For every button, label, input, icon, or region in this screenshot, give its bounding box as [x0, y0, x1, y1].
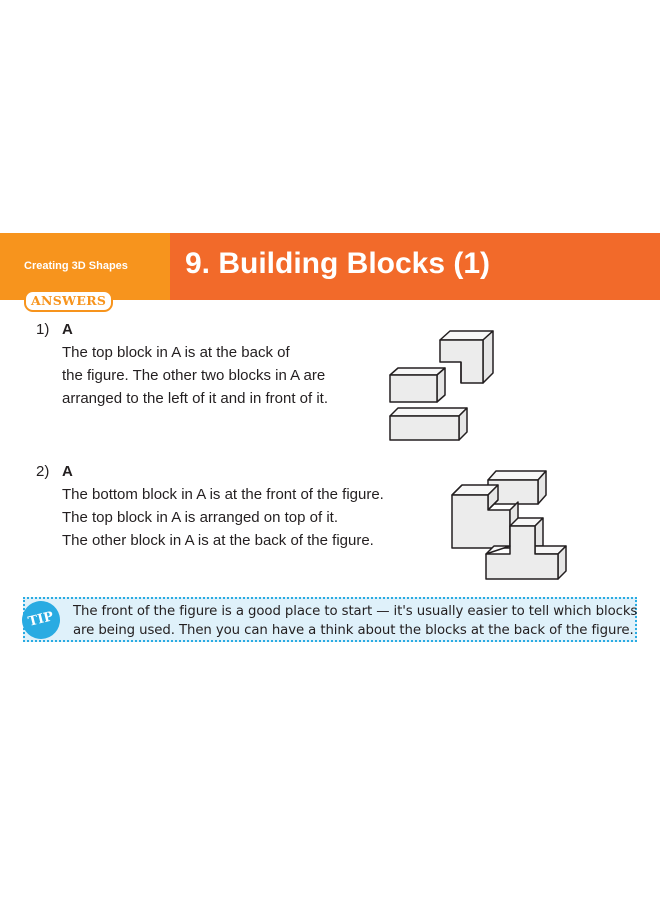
answer-2-block-figure [448, 468, 570, 582]
explanation-line: arranged to the left of it and in front of it. [62, 390, 328, 407]
page-title: 9. Building Blocks (1) [185, 247, 491, 280]
question-answer: A [62, 463, 73, 480]
explanation-line: the figure. The other two blocks in A are [62, 367, 326, 384]
l-shaped-block [440, 331, 493, 383]
answers-badge: ANSWERS [24, 290, 113, 312]
small-block [390, 368, 445, 402]
explanation-line: The top block in A is at the back of [62, 344, 290, 361]
tip-badge: TIP [18, 597, 64, 643]
question-answer: A [62, 321, 73, 338]
answer-1-block-figure [385, 328, 500, 443]
title-panel [170, 233, 660, 300]
explanation-line: The other block in A is at the back of the figure. [62, 532, 374, 549]
question-number: 2) [36, 463, 50, 480]
tip-line: are being used. Then you can have a think about the blocks at the back of the figure. [73, 623, 634, 638]
long-block [390, 408, 467, 440]
explanation-line: The bottom block in A is at the front of the figure. [62, 486, 384, 503]
tip-line: The front of the figure is a good place to start — it's usually easier to tell which blocks [73, 604, 638, 619]
section-label: Creating 3D Shapes [24, 260, 128, 272]
tip-text [73, 602, 638, 640]
explanation-line: The top block in A is arranged on top of it. [62, 509, 339, 526]
question-number: 1) [36, 321, 50, 338]
